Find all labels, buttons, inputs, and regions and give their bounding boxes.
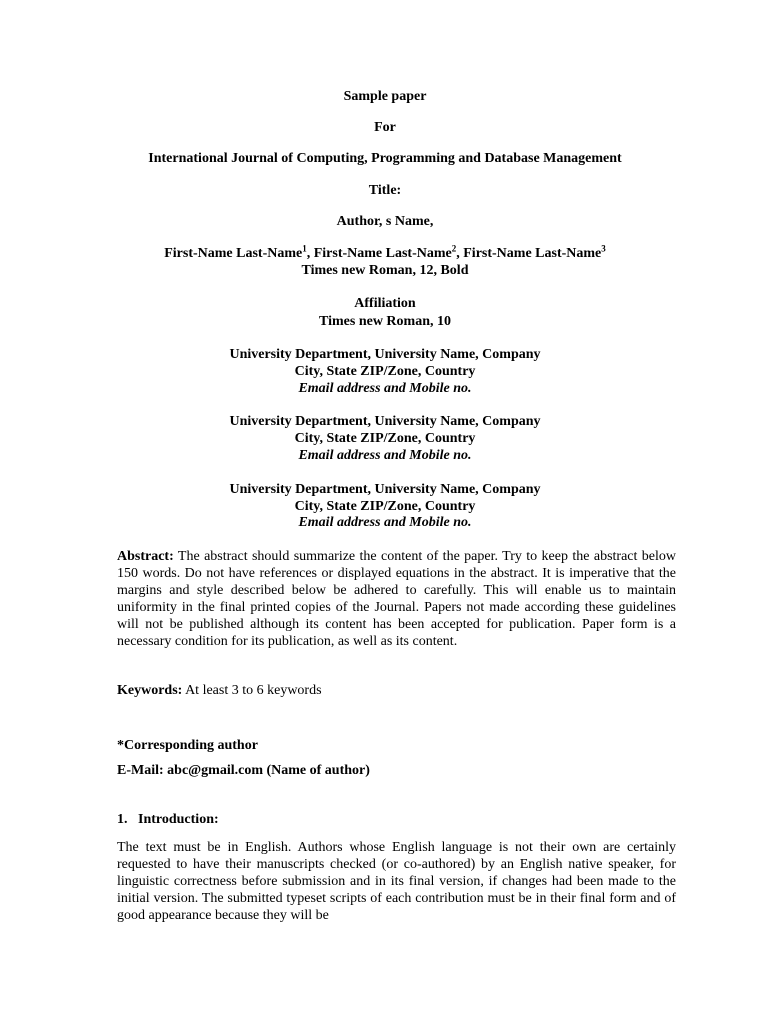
font-note-regular: Times new Roman, 10 xyxy=(319,314,451,329)
author-name: First-Name Last-Name xyxy=(313,246,452,261)
author-name: First-Name Last-Name xyxy=(463,246,602,261)
introduction-heading: 1. Introduction: xyxy=(117,812,219,827)
affiliation-city: City, State ZIP/Zone, Country xyxy=(294,364,476,379)
corresponding-email: E-Mail: abc@gmail.com (Name of author) xyxy=(117,763,370,778)
corresponding-author-label: *Corresponding author xyxy=(117,738,258,753)
affiliation-email: Email address and Mobile no. xyxy=(298,515,472,530)
affiliation-label: Affiliation xyxy=(354,296,416,311)
journal-name: International Journal of Computing, Programming and Database Management xyxy=(148,151,622,166)
abstract-paragraph xyxy=(117,548,676,650)
abstract-label: Abstract: xyxy=(117,549,174,564)
for-heading: For xyxy=(374,120,396,135)
affiliation-city: City, State ZIP/Zone, Country xyxy=(294,499,476,514)
keywords-text: At least 3 to 6 keywords xyxy=(185,683,322,698)
title-label: Title: xyxy=(368,183,402,198)
author-superscript: 2 xyxy=(451,243,457,254)
affiliation-city: City, State ZIP/Zone, Country xyxy=(294,431,476,446)
author-label: Author, s Name, xyxy=(336,214,434,229)
font-note-bold: Times new Roman, 12, Bold xyxy=(301,263,469,278)
author-name: First-Name Last-Name xyxy=(164,246,303,261)
affiliation-dept: University Department, University Name, Company xyxy=(229,347,541,362)
author-list xyxy=(0,245,770,262)
sample-paper-heading: Sample paper xyxy=(343,89,427,104)
author-superscript: 3 xyxy=(601,243,606,254)
author-superscript: 1 xyxy=(302,243,307,254)
keywords-line xyxy=(117,682,322,699)
affiliation-dept: University Department, University Name, Company xyxy=(229,482,541,497)
author-separator: , xyxy=(456,246,464,261)
abstract-text: The abstract should summarize the content of the paper. Try to keep the abstract below 150 words. Do not have references or displayed equations in the abstract. It is imperative that the margins and style described below be adhered to carefully. This will enable us to maintain uniformity in the final printed copies of the Journal. Papers not made according these guidelines will not be published although its content has been accepted for publication. Paper form is a necessary condition for its publication, as well as its content. xyxy=(117,549,676,649)
affiliation-email: Email address and Mobile no. xyxy=(298,448,472,463)
introduction-paragraph: The text must be in English. Authors whose English language is not their own are certainly requested to have their manuscripts checked (or co-authored) by an English native speaker, for linguistic correctness before submission and in its final version, if changes had been made to the initial version. The submitted typeset scripts of each contribution must be in their final form and of good appearance because they will be xyxy=(117,840,676,923)
affiliation-email: Email address and Mobile no. xyxy=(298,381,472,396)
keywords-label: Keywords: xyxy=(117,683,183,698)
author-separator: , xyxy=(306,246,314,261)
affiliation-dept: University Department, University Name, Company xyxy=(229,414,541,429)
